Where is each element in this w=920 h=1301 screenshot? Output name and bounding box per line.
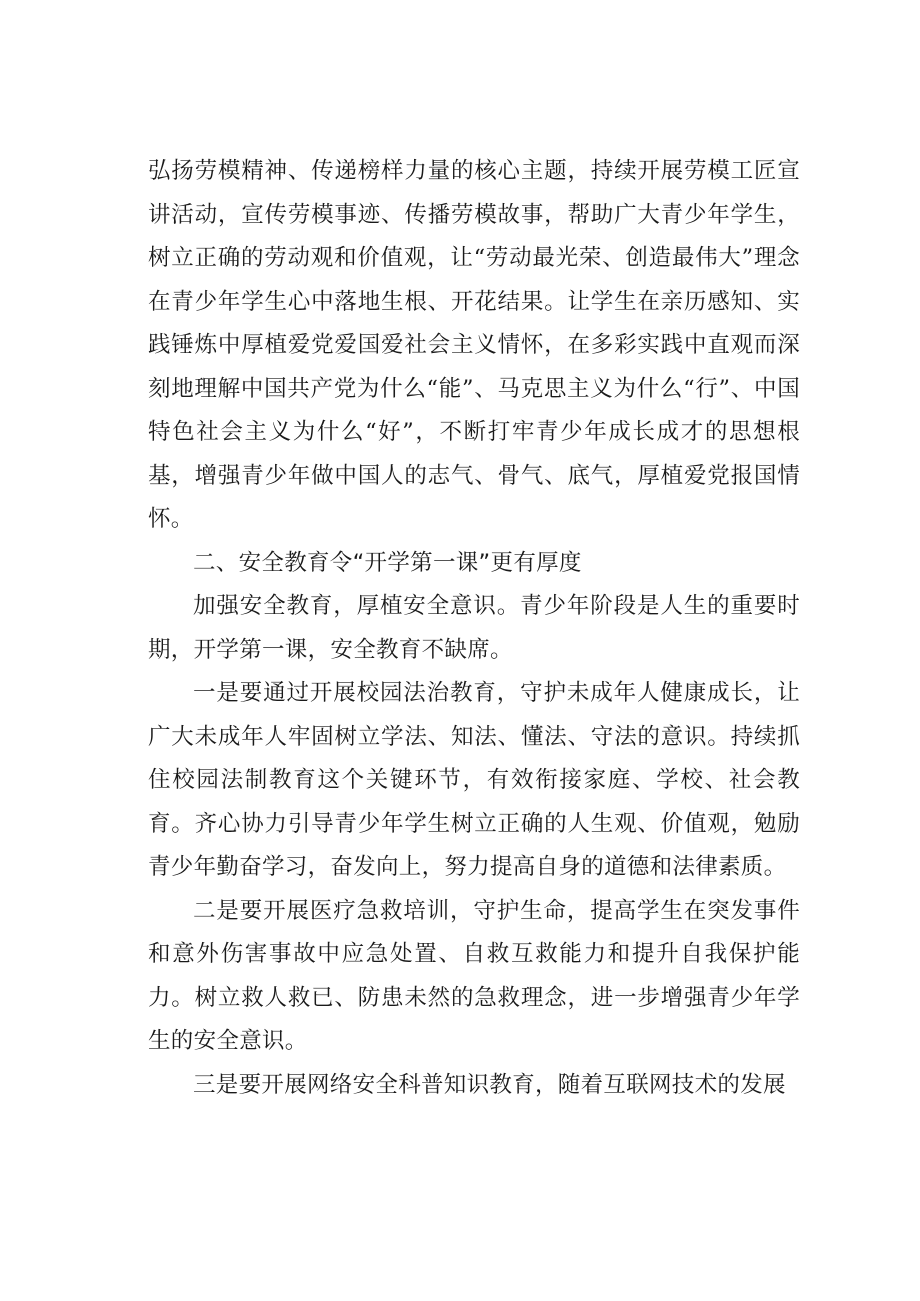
body-paragraph-point-1: 一是要通过开展校园法治教育，守护未成年人健康成长，让广大未成年人牢固树立学法、知法、懂法、守法的意识。持续抓住校园法制教育这个关键环节，有效衔接家庭、学校、社会教育。齐心协力引导青少年学生树立正确的人生观、价值观，勉励青少年勤奋学习，奋发向上，努力提高自身的道德和法律素质。 <box>148 680 800 880</box>
section-heading: 二、安全教育令“开学第一课”更有厚度 <box>193 549 582 576</box>
body-paragraph-point-3: 三是要开展网络安全科普知识教育，随着互联网技术的发展 <box>193 1071 786 1098</box>
document-page <box>148 150 800 1107</box>
body-paragraph-intro: 加强安全教育，厚植安全意识。青少年阶段是人生的重要时期，开学第一课，安全教育不缺席。 <box>148 593 800 663</box>
body-paragraph-point-2: 二是要开展医疗急救培训，守护生命，提高学生在突发事件和意外伤害事故中应急处置、自救互救能力和提升自我保护能力。树立救人救已、防患未然的急救理念，进一步增强青少年学生的安全意识。 <box>148 897 800 1054</box>
body-paragraph-continuation: 弘扬劳模精神、传递榜样力量的核心主题，持续开展劳模工匠宣讲活动，宣传劳模事迹、传播劳模故事，帮助广大青少年学生，树立正确的劳动观和价值观，让“劳动最光荣、创造最伟大”理念在青少年学生心中落地生根、开花结果。让学生在亲历感知、实践锤炼中厚植爱党爱国爱社会主义情怀，在多彩实践中直观而深刻地理解中国共产党为什么“能”、马克思主义为什么“行”、中国特色社会主义为什么“好”，不断打牢青少年成长成才的思想根基，增强青少年做中国人的志气、骨气、底气，厚植爱党报国情怀。 <box>148 158 800 532</box>
